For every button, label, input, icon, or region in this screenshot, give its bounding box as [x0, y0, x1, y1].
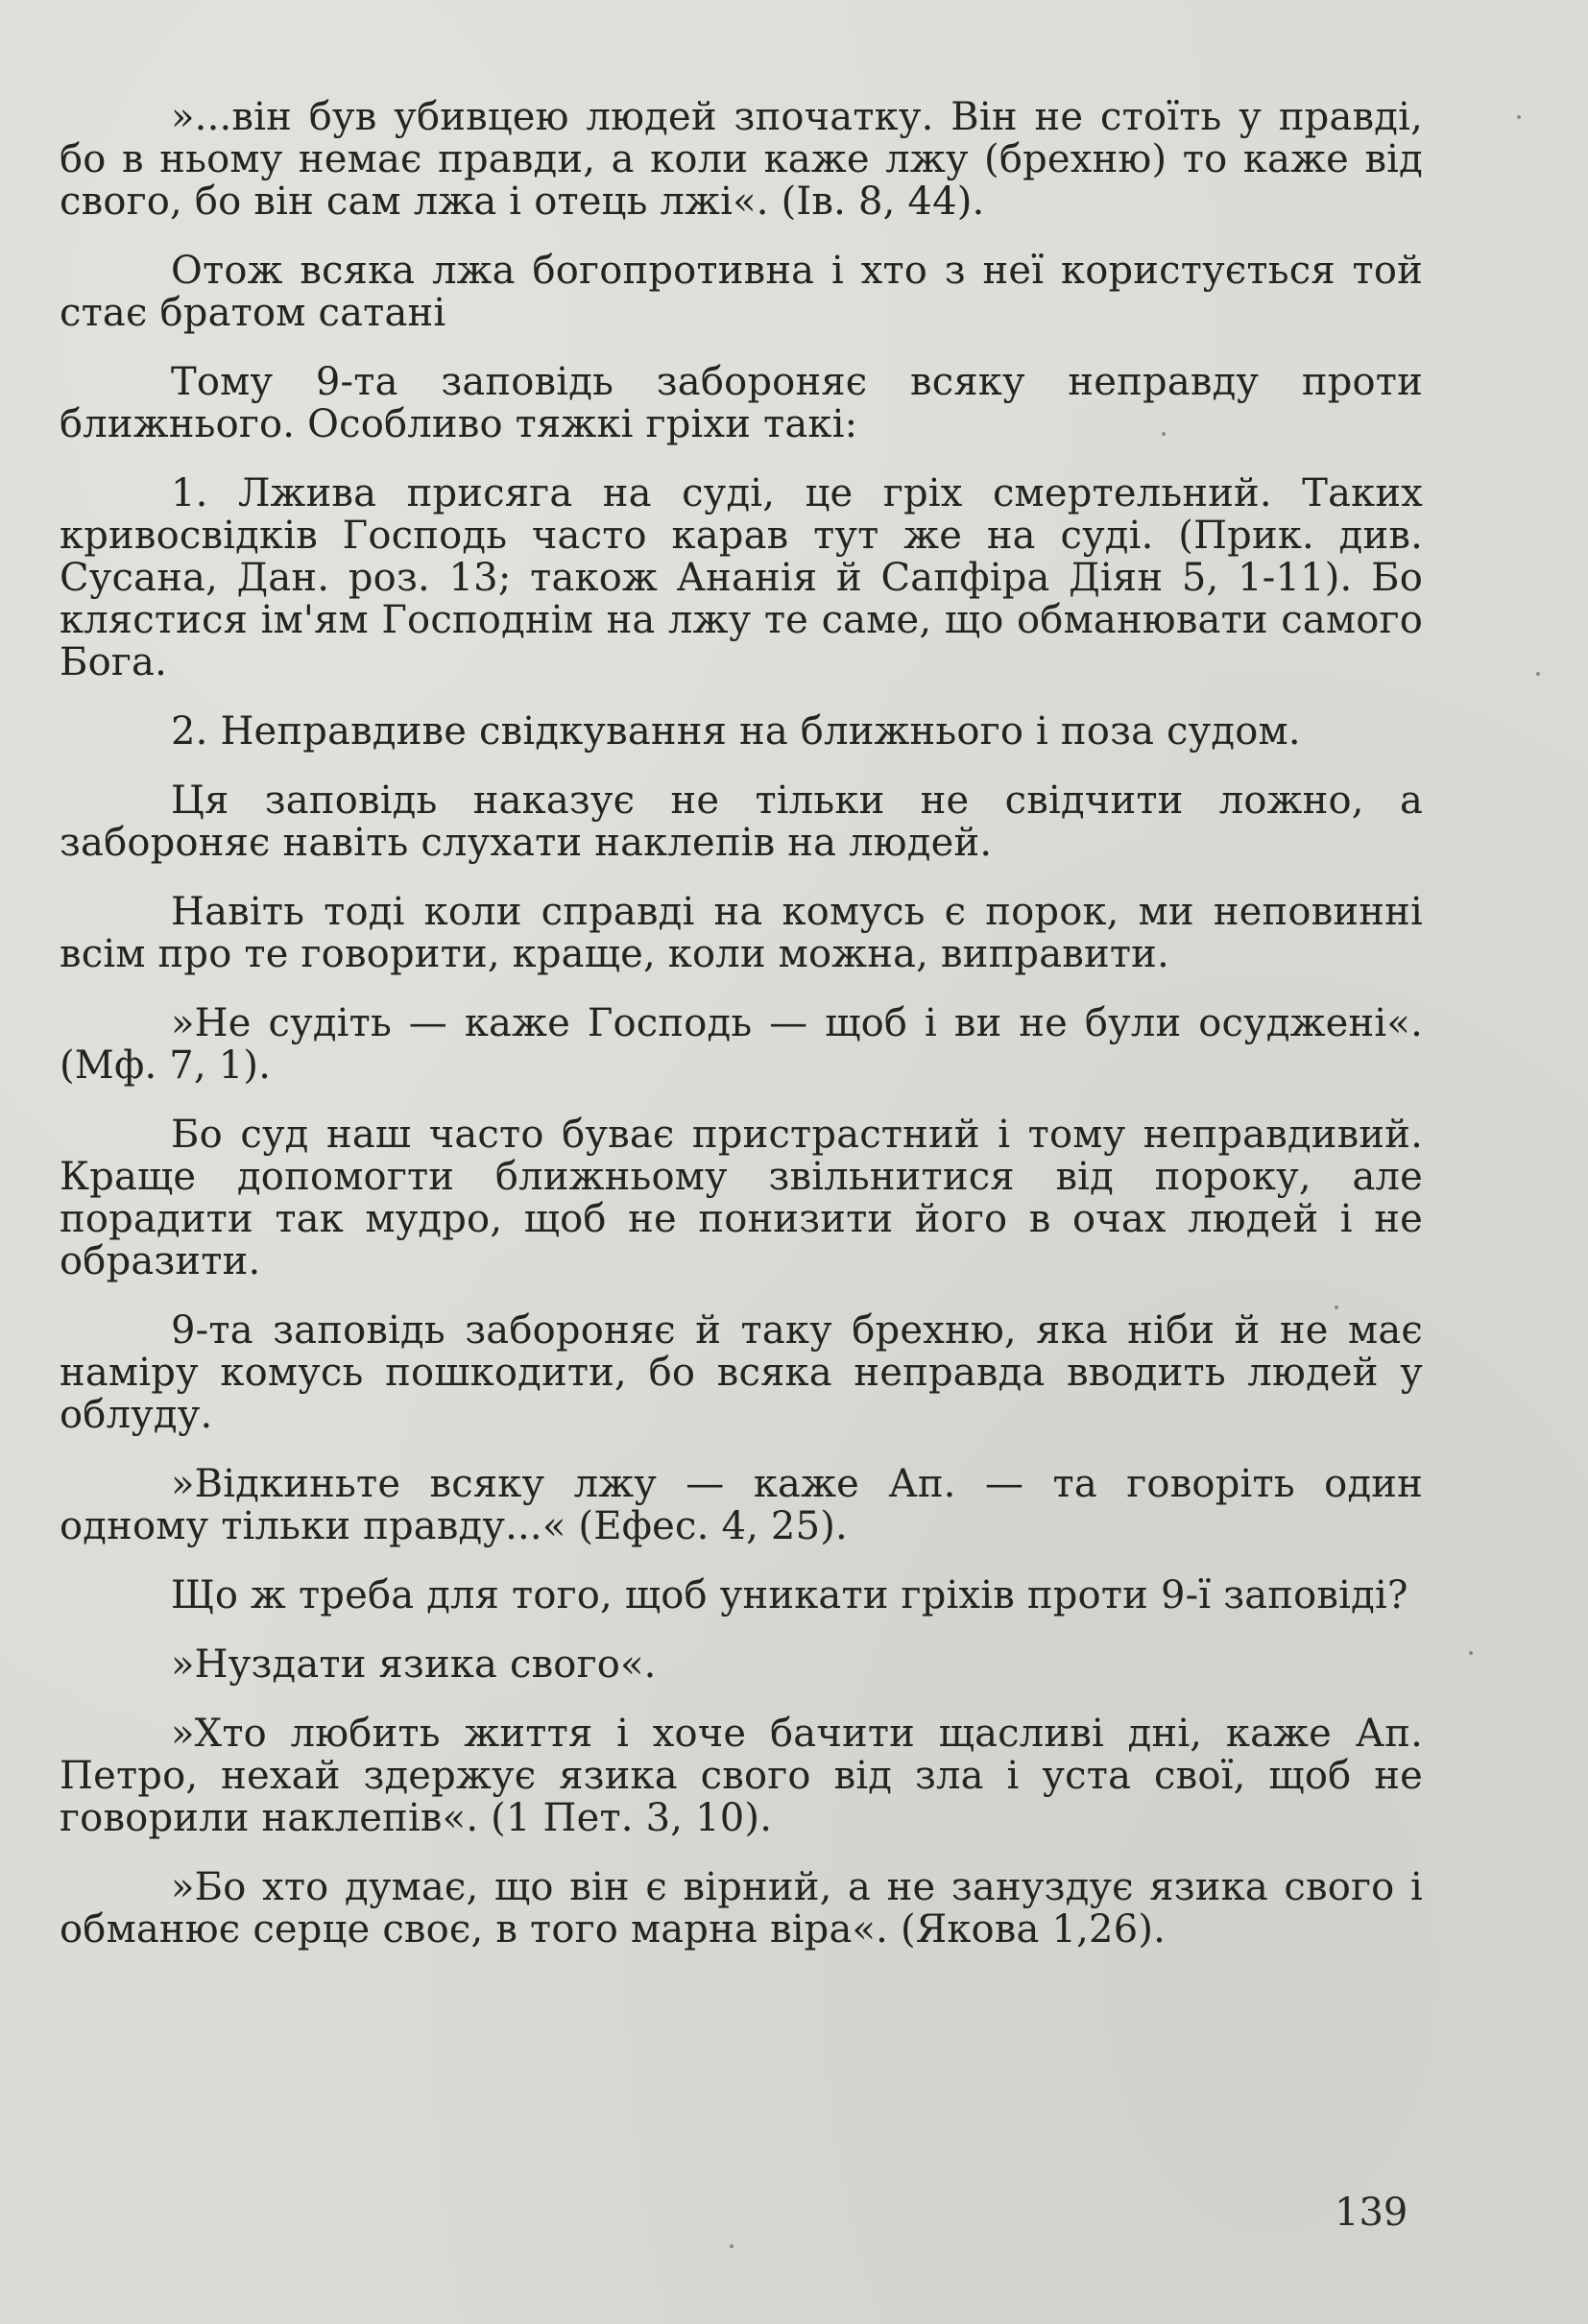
paragraph-9: Бо суд наш часто буває пристрастний і тому неправдивий. Краще допомогти ближньому звільнитися від пороку, але порадити так мудро, щоб не понизити його в очах людей і не образити.: [60, 1113, 1423, 1283]
print-speck: [730, 2244, 734, 2248]
paragraph-8: »Не судіть — каже Господь — щоб і ви не були осуджені«. (Мф. 7, 1).: [60, 1001, 1423, 1088]
paragraph-14: »Хто любить життя і хоче бачити щасливі дні, каже Ап. Петро, нехай здержує язика свого від зла і уста свої, щоб не говорили наклепів«. (1 Пет. 3, 10).: [60, 1712, 1423, 1840]
paragraph-12: Що ж треба для того, щоб уникати гріхів проти 9-ї заповіді?: [171, 1573, 1408, 1617]
paragraph-7: Навіть тоді коли справді на комусь є порок, ми неповинні всім про те говорити, краще, коли можна, виправити.: [60, 890, 1423, 976]
paragraph-4: 1. Лжива присяга на суді, це гріх смертельний. Таких кривосвідків Господь часто карав тут же на суді. (Прик. див. Сусана, Дан. роз. 13; також Ананія й Сапфіра Діян 5, 1-11). Бо клястися ім'ям Господнім на лжу те саме, що обманювати самого Бога.: [60, 471, 1423, 684]
paragraph-11: »Відкиньте всяку лжу — каже Ап. — та говоріть один одному тільки правду...« (Ефес. 4, 25).: [60, 1462, 1423, 1548]
print-speck: [1469, 1651, 1473, 1655]
print-speck: [1517, 115, 1521, 119]
print-speck: [1162, 432, 1166, 436]
paragraph-1: »...він був убивцею людей зпочатку. Він не стоїть у правді, бо в ньому немає правди, а коли каже лжу (брехню) то каже від свого, бо він сам лжа і отець лжі«. (Ів. 8, 44).: [60, 95, 1423, 224]
paragraph-13: »Нуздати язика свого«.: [171, 1642, 657, 1687]
paragraph-3: Тому 9-та заповідь забороняє всяку неправду проти ближнього. Особливо тяжкі гріхи такі:: [60, 360, 1423, 446]
page-number: 139: [1335, 2191, 1408, 2235]
paragraph-15: »Бо хто думає, що він є вірний, а не зануздує язика свого і обманює серце своє, в того марна віра«. (Якова 1,26).: [60, 1865, 1423, 1952]
paragraph-10: 9-та заповідь забороняє й таку брехню, яка ніби й не має наміру комусь пошкодити, бо всяка неправда вводить людей у облуду.: [60, 1308, 1423, 1437]
page-text: [60, 96, 1423, 1977]
paragraph-6: Ця заповідь наказує не тільки не свідчити ложно, а забороняє навіть слухати наклепів на людей.: [60, 779, 1423, 865]
paragraph-2: Отож всяка лжа богопротивна і хто з неї користується той стає братом сатані: [60, 249, 1423, 335]
print-speck: [1536, 672, 1540, 676]
print-speck: [1335, 1306, 1338, 1309]
paragraph-5: 2. Неправдиве свідкування на ближнього і поза судом.: [171, 709, 1301, 754]
